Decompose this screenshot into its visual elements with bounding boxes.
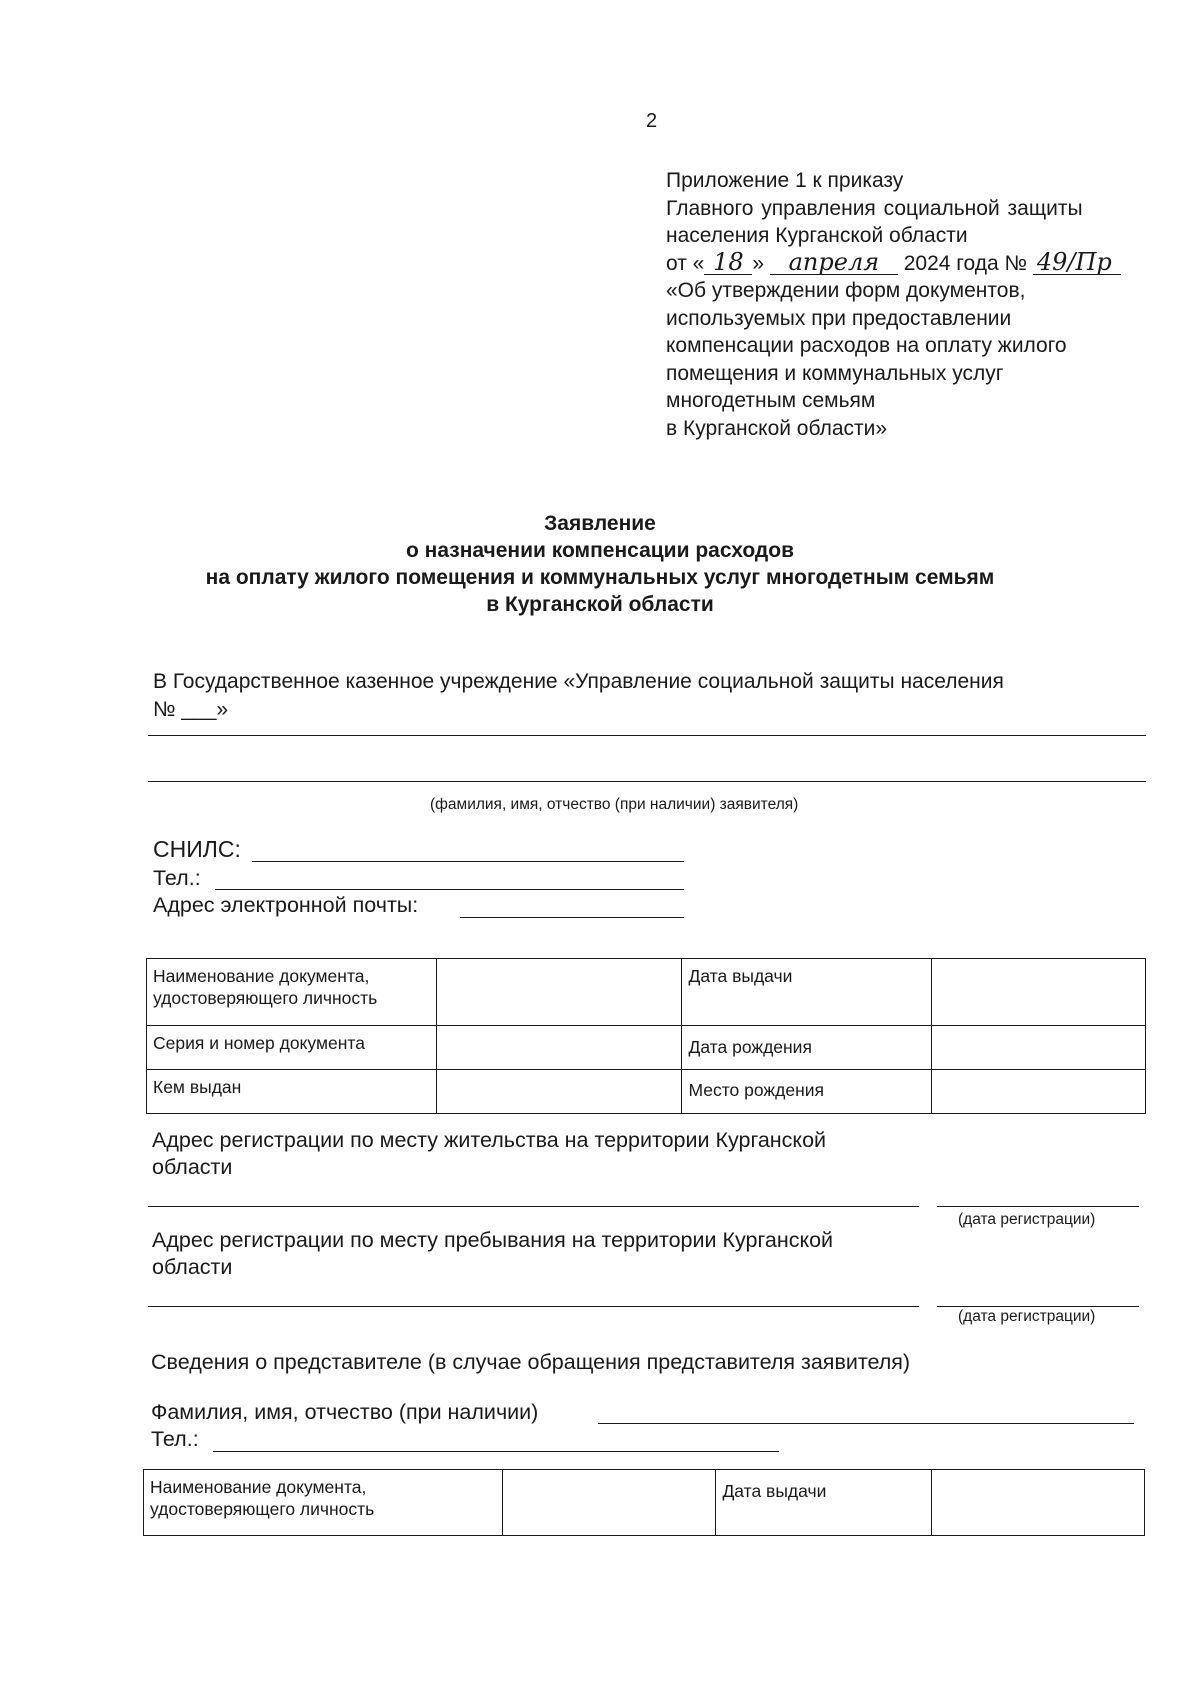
order-day-handwritten: 18 bbox=[704, 250, 752, 275]
applicant-name-caption: (фамилия, имя, отчество (при наличии) заявителя) bbox=[430, 796, 799, 813]
residence-date-field[interactable] bbox=[937, 1206, 1139, 1207]
snils-field[interactable] bbox=[252, 861, 684, 862]
doc-name-label: Наименование документа, удостоверяющего личность bbox=[147, 959, 437, 1026]
stay-address-label-cont: области bbox=[152, 1255, 233, 1279]
doc-name-value[interactable] bbox=[436, 959, 682, 1026]
order-from-prefix: от « bbox=[666, 251, 705, 275]
rep-name-label: Фамилия, имя, отчество (при наличии) bbox=[151, 1400, 539, 1424]
addressee-line: В Государственное казенное учреждение «Управление социальной защиты населения bbox=[153, 670, 1004, 693]
series-number-value[interactable] bbox=[436, 1026, 682, 1070]
order-title-line: «Об утверждении форм документов, bbox=[666, 279, 1026, 302]
document-title bbox=[0, 510, 1200, 618]
order-number-handwritten: 49/Пр bbox=[1033, 250, 1121, 275]
appendix-block bbox=[666, 167, 1121, 442]
snils-label: СНИЛС: bbox=[153, 836, 241, 862]
rep-issue-date-label: Дата выдачи bbox=[716, 1470, 932, 1536]
rep-doc-name-value[interactable] bbox=[502, 1470, 716, 1536]
residence-date-caption: (дата регистрации) bbox=[958, 1211, 1096, 1228]
table-row bbox=[147, 1026, 1146, 1070]
stay-date-caption: (дата регистрации) bbox=[958, 1308, 1096, 1325]
stay-address-field[interactable] bbox=[148, 1306, 919, 1307]
table-row bbox=[147, 1070, 1146, 1114]
issued-by-label: Кем выдан bbox=[147, 1070, 437, 1114]
appendix-line: Главного управления социальной защиты bbox=[666, 196, 1083, 220]
rep-name-field[interactable] bbox=[598, 1423, 1134, 1424]
birth-place-label: Место рождения bbox=[682, 1070, 932, 1114]
order-title-line: многодетным семьям bbox=[666, 389, 876, 412]
title-line: в Курганской области bbox=[486, 593, 714, 616]
title-line: на оплату жилого помещения и коммунальных услуг многодетным семьям bbox=[205, 566, 995, 589]
email-field[interactable] bbox=[460, 917, 684, 918]
stay-address-label: Адрес регистрации по месту пребывания на территории Курганской bbox=[152, 1228, 834, 1252]
issue-date-value[interactable] bbox=[932, 959, 1146, 1026]
stay-date-field[interactable] bbox=[937, 1306, 1139, 1307]
applicant-name-line[interactable] bbox=[148, 781, 1146, 782]
birth-place-value[interactable] bbox=[932, 1070, 1146, 1114]
phone-field[interactable] bbox=[215, 889, 684, 890]
rep-doc-name-label: Наименование документа, удостоверяющего личность bbox=[144, 1470, 503, 1536]
title-line: о назначении компенсации расходов bbox=[406, 539, 794, 562]
birth-date-value[interactable] bbox=[932, 1026, 1146, 1070]
representative-heading: Сведения о представителе (в случае обращения представителя заявителя) bbox=[151, 1350, 911, 1374]
order-title-line: компенсации расходов на оплату жилого bbox=[666, 334, 1067, 357]
phone-label: Тел.: bbox=[153, 866, 201, 890]
table-row bbox=[147, 959, 1146, 1026]
residence-address-label: Адрес регистрации по месту жительства на территории Курганской bbox=[152, 1128, 827, 1152]
quote-close: » bbox=[752, 251, 765, 275]
email-label: Адрес электронной почты: bbox=[153, 893, 419, 917]
order-title-line: используемых при предоставлении bbox=[666, 306, 1012, 330]
rep-phone-field[interactable] bbox=[213, 1451, 779, 1452]
appendix-line: населения Курганской области bbox=[666, 224, 968, 247]
order-title-line: в Курганской области» bbox=[666, 416, 888, 440]
page-number: 2 bbox=[646, 110, 658, 132]
issue-date-label: Дата выдачи bbox=[682, 959, 932, 1026]
order-year-text: 2024 года № bbox=[903, 251, 1027, 275]
table-row bbox=[144, 1470, 1145, 1536]
order-title-line: помещения и коммунальных услуг bbox=[666, 361, 1004, 385]
addressee-underline bbox=[148, 735, 1146, 736]
order-month-handwritten: апреля bbox=[770, 250, 898, 275]
rep-issue-date-value[interactable] bbox=[932, 1470, 1145, 1536]
issued-by-value[interactable] bbox=[436, 1070, 682, 1114]
series-number-label: Серия и номер документа bbox=[147, 1026, 437, 1070]
rep-phone-label: Тел.: bbox=[151, 1427, 199, 1451]
birth-date-label: Дата рождения bbox=[682, 1026, 932, 1070]
addressee-number: № ___» bbox=[153, 698, 229, 721]
residence-address-label-cont: области bbox=[152, 1155, 233, 1179]
order-date-line bbox=[666, 247, 1121, 278]
title-line: Заявление bbox=[544, 512, 656, 535]
appendix-line: Приложение 1 к приказу bbox=[666, 169, 904, 192]
id-document-table bbox=[146, 958, 1146, 1114]
residence-address-field[interactable] bbox=[148, 1206, 919, 1207]
rep-document-table bbox=[143, 1469, 1145, 1536]
